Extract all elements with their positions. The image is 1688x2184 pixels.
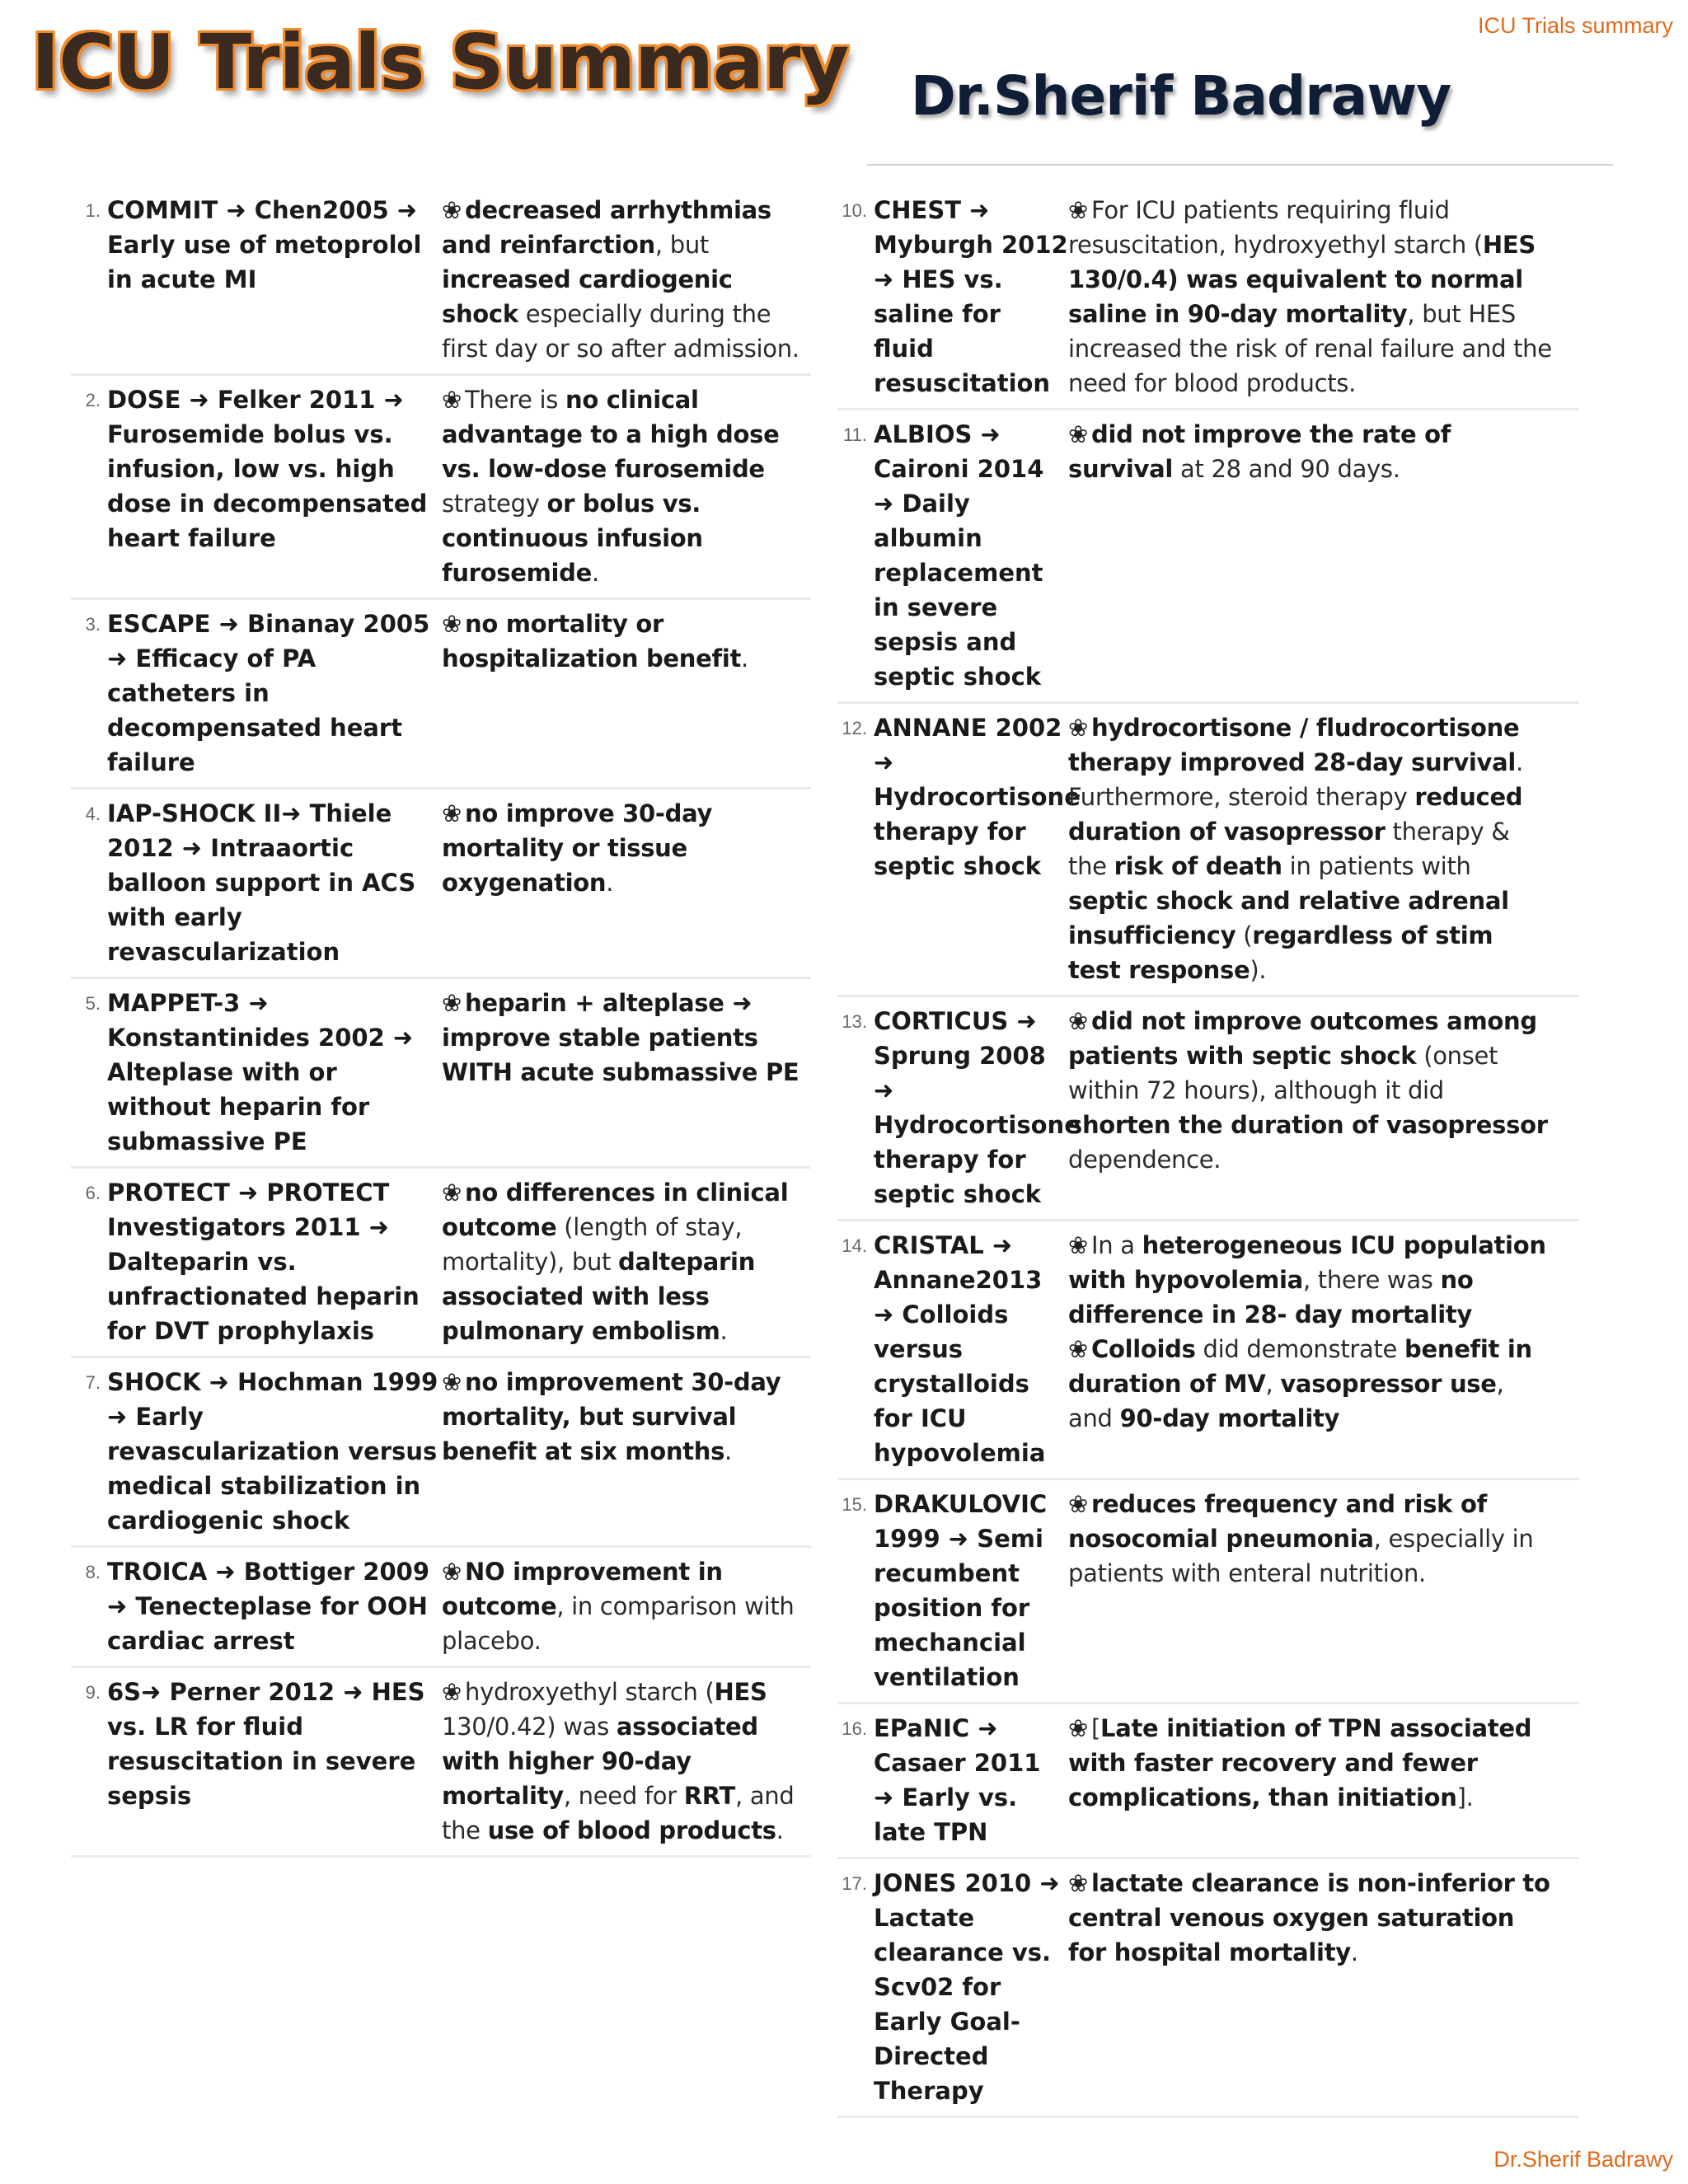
- trial-result: ❀ reduces frequency and risk of nosocomial pneumonia, especially in patients with enteral nutrition.: [1068, 1487, 1553, 1694]
- trial-result: ❀ In a heterogeneous ICU population with hypovolemia, there was no difference in 28- day mortality ❀ Colloids did demonstrate benefit in duration of MV, vasopressor use, and 90-day mortality: [1068, 1228, 1553, 1470]
- trial-number: 9.: [85, 1682, 101, 1703]
- trial-row: [71, 1361, 811, 1548]
- trial-name: CHEST ➜ Myburgh 2012 ➜ HES vs. saline for fluid resuscitation: [874, 196, 1068, 397]
- flower-bullet-icon: ❀: [442, 386, 462, 414]
- trial-row: [71, 1551, 811, 1668]
- trial-name: EPaNIC ➜ Casaer 2011 ➜ Early vs. late TPN: [874, 1714, 1041, 1846]
- flower-bullet-icon: ❀: [442, 196, 462, 224]
- trial-result: ❀ heparin + alteplase ➜ improve stable patients WITH acute submassive PE: [442, 986, 811, 1159]
- trial-result: ❀ no differences in clinical outcome (length of stay, mortality), but dalteparin associated with less pulmonary embolism.: [442, 1175, 811, 1348]
- trial-name: TROICA ➜ Bottiger 2009 ➜ Tenecteplase for OOH cardiac arrest: [107, 1558, 430, 1655]
- trial-number: 11.: [843, 424, 867, 445]
- trial-name: MAPPET-3 ➜ Konstantinides 2002 ➜ Alteplase with or without heparin for submassive PE: [107, 989, 414, 1155]
- trial-result: ❀ no mortality or hospitalization benefit.: [442, 607, 811, 780]
- page-title: ICU Trials Summary: [31, 18, 849, 106]
- flower-bullet-icon: ❀: [442, 989, 462, 1017]
- trial-name: ALBIOS ➜ Caironi 2014 ➜ Daily albumin replacement in severe sepsis and septic shock: [874, 420, 1044, 691]
- trial-name: SHOCK ➜ Hochman 1999 ➜ Early revascularization versus medical stabilization in cardiogenic shock: [107, 1368, 438, 1535]
- trial-row: [71, 982, 811, 1169]
- trial-number: 13.: [842, 1011, 867, 1032]
- flower-bullet-icon: ❀: [442, 1678, 462, 1706]
- trial-row: [837, 1708, 1579, 1859]
- flower-bullet-icon: ❀: [1068, 1007, 1088, 1035]
- trial-name: 6S➜ Perner 2012 ➜ HES vs. LR for fluid resuscitation in severe sepsis: [107, 1678, 425, 1810]
- trial-name: CRISTAL ➜ Annane2013 ➜ Colloids versus crystalloids for ICU hypovolemia: [874, 1231, 1046, 1467]
- trial-number: 8.: [85, 1562, 101, 1582]
- trial-row: [837, 1001, 1579, 1221]
- trial-row: [837, 1483, 1579, 1704]
- trial-result: ❀ [Late initiation of TPN associated with faster recovery and fewer complications, than initiation].: [1068, 1711, 1553, 1849]
- author-name: Dr.Sherif Badrawy: [911, 64, 1451, 128]
- flower-bullet-icon: ❀: [1068, 196, 1088, 224]
- trial-result: ❀ decreased arrhythmias and reinfarction, but increased cardiogenic shock especially during the first day or so after admission.: [442, 193, 811, 366]
- flower-bullet-icon: ❀: [1068, 1490, 1088, 1518]
- trial-number: 16.: [842, 1718, 867, 1739]
- trial-number: 12.: [842, 718, 867, 738]
- trial-name: ANNANE 2002 ➜ Hydrocortisone therapy for septic shock: [874, 714, 1081, 880]
- trial-result: ❀ lactate clearance is non-inferior to central venous oxygen saturation for hospital mortality.: [1068, 1866, 1553, 2108]
- trial-number: 4.: [85, 804, 101, 824]
- trial-result: ❀ hydroxyethyl starch (HES 130/0.42) was associated with higher 90-day mortality, need for RRT, and the use of blood products.: [442, 1675, 811, 1848]
- trial-row: [71, 190, 811, 376]
- trial-number: 15.: [842, 1494, 867, 1515]
- trial-result: ❀ NO improvement in outcome, in comparison with placebo.: [442, 1554, 811, 1658]
- trial-number: 1.: [85, 200, 101, 221]
- flower-bullet-icon: ❀: [442, 799, 462, 827]
- trial-result: ❀ did not improve the rate of survival at 28 and 90 days.: [1068, 417, 1553, 694]
- trials-column-right: [837, 190, 1579, 2121]
- trial-result: ❀ did not improve outcomes among patients with septic shock (onset within 72 hours), although it did shorten the duration of vasopressor dependence.: [1068, 1004, 1553, 1212]
- trial-result: ❀ hydrocortisone / fludrocortisone therapy improved 28-day survival. Furthermore, steroid therapy reduced duration of vasopressor therapy & the risk of death in patients with septic shock and relative adrenal insufficiency (regardless of stim test response).: [1068, 710, 1553, 987]
- trial-number: 10.: [842, 200, 867, 221]
- trial-name: JONES 2010 ➜ Lactate clearance vs. Scv02 for Early Goal-Directed Therapy: [874, 1869, 1060, 2105]
- trial-row: [71, 379, 811, 600]
- trial-row: [71, 603, 811, 790]
- trial-number: 7.: [85, 1372, 101, 1393]
- trial-number: 2.: [85, 390, 101, 410]
- trial-number: 14.: [842, 1235, 867, 1256]
- trial-name: ESCAPE ➜ Binanay 2005 ➜ Efficacy of PA catheters in decompensated heart failure: [107, 610, 430, 776]
- flower-bullet-icon: ❀: [442, 1558, 462, 1586]
- trial-result: ❀ no improvement 30-day mortality, but survival benefit at six months.: [442, 1365, 811, 1538]
- trial-name: PROTECT ➜ PROTECT Investigators 2011 ➜ Dalteparin vs. unfractionated heparin for DVT prophylaxis: [107, 1179, 420, 1345]
- trial-result: ❀ no improve 30-day mortality or tissue oxygenation.: [442, 796, 811, 969]
- footer-author: Dr.Sherif Badrawy: [1493, 2147, 1673, 2172]
- flower-bullet-icon: ❀: [442, 610, 462, 638]
- trial-number: 3.: [85, 614, 101, 635]
- flower-bullet-icon: ❀: [1068, 1335, 1088, 1363]
- trial-name: DRAKULOVIC 1999 ➜ Semi recumbent position for mechancial ventilation: [874, 1490, 1048, 1691]
- trial-number: 6.: [85, 1183, 101, 1203]
- trial-row: [837, 414, 1579, 704]
- trial-row: [71, 1671, 811, 1858]
- trial-number: 17.: [842, 1873, 867, 1894]
- flower-bullet-icon: ❀: [1068, 420, 1088, 448]
- trial-name: IAP-SHOCK II➜ Thiele 2012 ➜ Intraaortic balloon support in ACS with early revascularization: [107, 799, 416, 966]
- trial-result: ❀ There is no clinical advantage to a high dose vs. low-dose furosemide strategy or bolus vs. continuous infusion furosemide.: [442, 382, 811, 590]
- flower-bullet-icon: ❀: [1068, 714, 1088, 742]
- trial-row: [837, 707, 1579, 997]
- title-divider: [867, 164, 1613, 166]
- trial-row: [837, 1863, 1579, 2118]
- trial-row: [837, 1225, 1579, 1480]
- trial-number: 5.: [85, 993, 101, 1014]
- trial-result: ❀ For ICU patients requiring fluid resuscitation, hydroxyethyl starch (HES 130/0.4) was equivalent to normal saline in 90-day mortality, but HES increased the risk of renal failure and the need for blood products.: [1068, 193, 1553, 401]
- trial-row: [71, 793, 811, 979]
- trial-name: CORTICUS ➜ Sprung 2008 ➜ Hydrocortisone therapy for septic shock: [874, 1007, 1081, 1208]
- flower-bullet-icon: ❀: [442, 1368, 462, 1396]
- trials-column-left: [71, 190, 811, 1861]
- trial-name: COMMIT ➜ Chen2005 ➜ Early use of metoprolol in acute MI: [107, 196, 422, 293]
- trial-row: [71, 1172, 811, 1358]
- trial-name: DOSE ➜ Felker 2011 ➜ Furosemide bolus vs. infusion, low vs. high dose in decompensated heart failure: [107, 386, 428, 552]
- trial-row: [837, 190, 1579, 410]
- flower-bullet-icon: ❀: [442, 1179, 462, 1207]
- flower-bullet-icon: ❀: [1068, 1231, 1088, 1259]
- flower-bullet-icon: ❀: [1068, 1869, 1088, 1897]
- header-running-title: ICU Trials summary: [1477, 13, 1673, 38]
- flower-bullet-icon: ❀: [1068, 1714, 1088, 1742]
